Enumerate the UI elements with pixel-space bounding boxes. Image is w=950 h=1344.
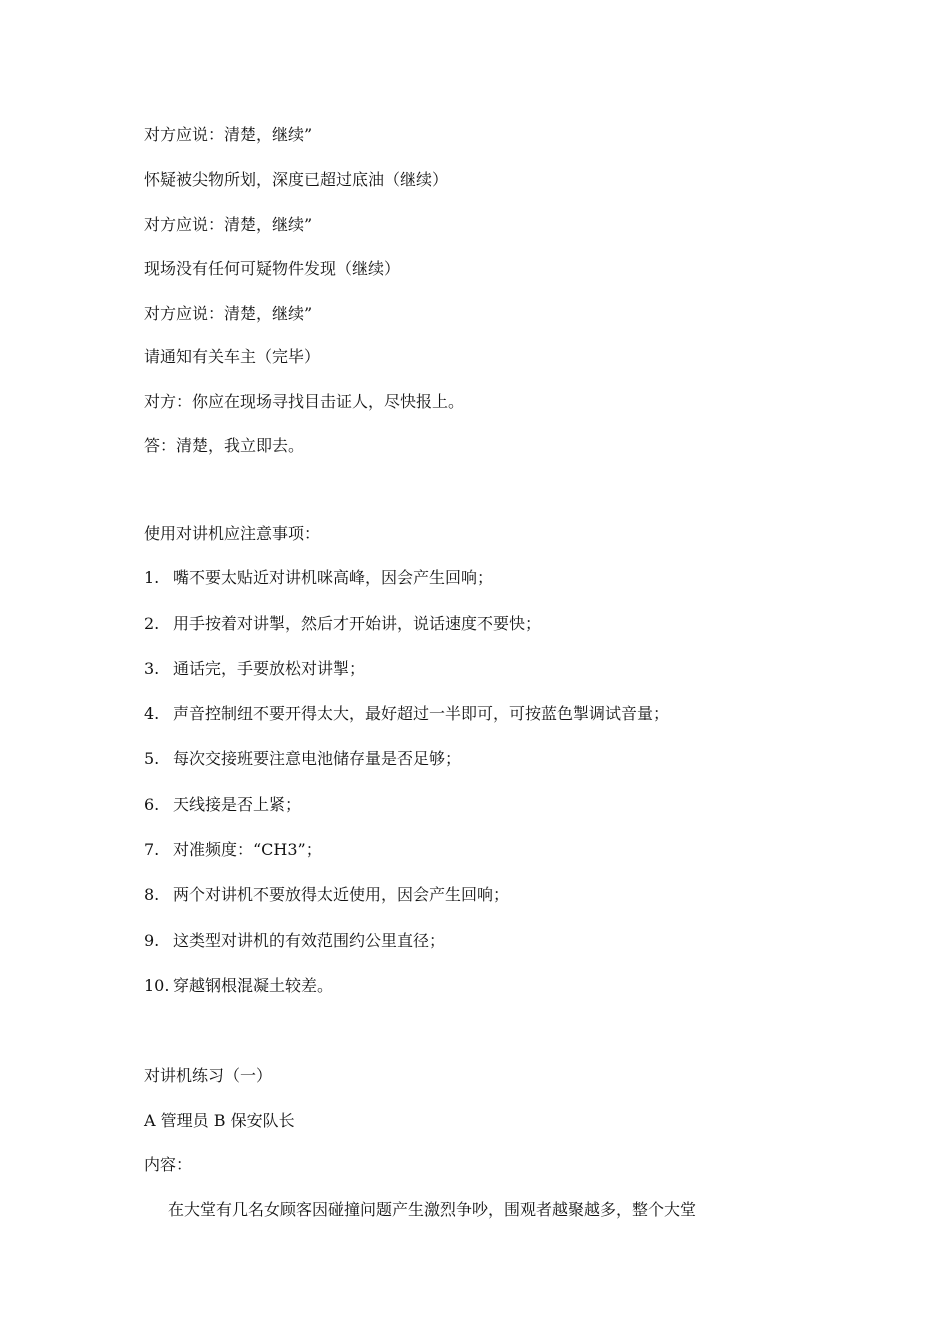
dialogue-line: 答：清楚，我立即去。 <box>144 436 305 455</box>
list-text: 嘴不要太贴近对讲机咪高峰，因会产生回响； <box>173 568 494 587</box>
dialogue-line: 对方应说：清楚，继续” <box>144 215 313 234</box>
dialogue-line: 现场没有任何可疑物件发现（继续） <box>144 259 401 278</box>
list-item <box>144 614 541 634</box>
list-number: 9. <box>144 931 160 950</box>
list-number: 7. <box>144 840 160 859</box>
list-text: 穿越钢根混凝土较差。 <box>173 976 334 995</box>
dialogue-line: 对方应说：清楚，继续” <box>144 304 313 323</box>
list-item <box>144 568 493 588</box>
content-paragraph: 在大堂有几名女顾客因碰撞问题产生激烈争吵，围观者越聚越多，整个大堂 <box>168 1200 697 1219</box>
list-item <box>144 795 301 815</box>
list-number: 4. <box>144 704 160 723</box>
list-item <box>144 749 461 769</box>
list-number: 6. <box>144 795 160 814</box>
list-number: 2. <box>144 614 160 633</box>
notes-heading: 使用对讲机应注意事项： <box>144 524 321 543</box>
list-text: 两个对讲机不要放得太近使用，因会产生回响； <box>173 885 510 904</box>
dialogue-line: 怀疑被尖物所划，深度已超过底油（继续） <box>144 170 449 189</box>
list-number: 10. <box>144 976 170 995</box>
list-item <box>144 659 365 679</box>
list-text: 天线接是否上紧； <box>173 795 302 814</box>
practice-title: 对讲机练习（一） <box>144 1066 273 1085</box>
list-number: 5. <box>144 749 160 768</box>
list-item <box>144 885 509 905</box>
dialogue-line: 对方应说：清楚，继续” <box>144 125 313 144</box>
list-item <box>144 704 669 724</box>
content-label: 内容： <box>144 1155 193 1174</box>
list-number: 3. <box>144 659 160 678</box>
list-number: 1. <box>144 568 160 587</box>
list-item <box>144 840 322 860</box>
list-text: 每次交接班要注意电池储存量是否足够； <box>173 749 462 768</box>
dialogue-line: 请通知有关车主（完毕） <box>144 347 321 366</box>
list-item <box>144 931 445 951</box>
list-text: 通话完，手要放松对讲掣； <box>173 659 366 678</box>
list-text: 声音控制纽不要开得太大，最好超过一半即可，可按蓝色掣调试音量； <box>173 704 670 723</box>
list-item <box>144 976 333 996</box>
list-text: 用手按着对讲掣，然后才开始讲，说话速度不要快； <box>173 614 542 633</box>
list-number: 8. <box>144 885 160 904</box>
list-text: 这类型对讲机的有效范围约公里直径； <box>173 931 446 950</box>
practice-roles: A 管理员 B 保安队长 <box>144 1111 295 1130</box>
list-text: 对准频度：“CH3”； <box>173 840 322 859</box>
dialogue-line: 对方：你应在现场寻找目击证人，尽快报上。 <box>144 392 465 411</box>
